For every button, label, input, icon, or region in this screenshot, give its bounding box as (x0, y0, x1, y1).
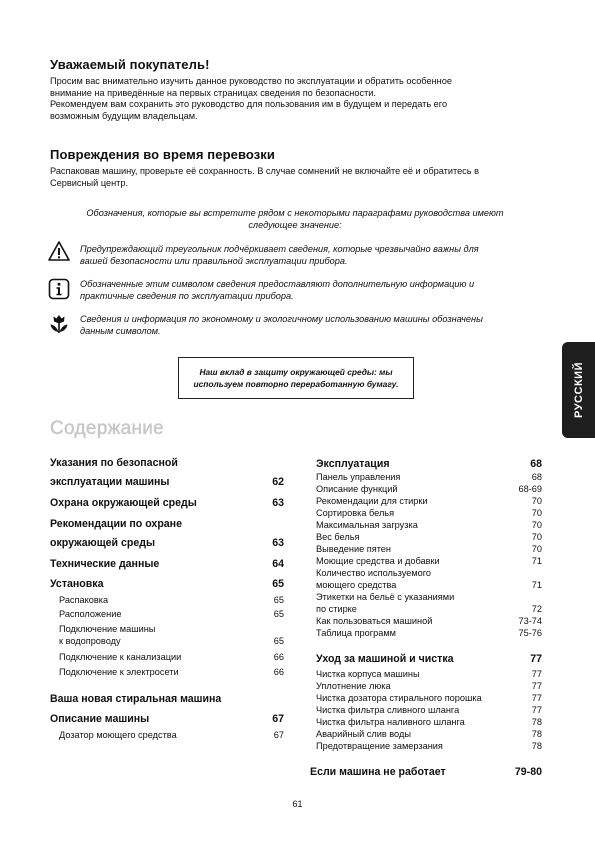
warning-line: вашей безопасности или правильной эксплуатации прибора. (80, 255, 348, 266)
transport-paragraph (50, 166, 479, 189)
toc-right-column: Эксплуатация 68 Панель управления 68 Описание функций 68-69 Рекомендации для стирки 70 Сортировка белья 70 Максимальная загрузка 70 Вес белья 70 Выведение пятен 70 Моющие средства и добавки 71 Количество используемого моющего средства 71 Этикетки на бельё с указаниями по стирке 72 Как пользоваться машиной 73-74 Таблица программ 75-76 Уход за машиной и чистка 77 Чистка корпуса машины 77 Уплотнение люка 77 Чистка дозатора стирального порошка 77 Чистка фильтра сливного шланга 77 Чистка фильтра наливного шланга 78 Аварийный слив воды 78 Предотвращение замерзания 78 Если машина не работает 79-80 (310, 458, 542, 778)
warning-triangle-icon (48, 240, 70, 262)
symbols-intro-line: следующее значение: (248, 219, 342, 230)
eco-notice-line: используем повторно переработанную бумагу. (193, 379, 399, 389)
eco-flower-icon (48, 313, 70, 335)
symbols-intro (50, 208, 540, 231)
transport-title: Повреждения во время перевозки (50, 147, 275, 162)
eco-notice-box (178, 357, 414, 399)
eco-line: Сведения и информация по экономному и экологичному использованию машины обозначены (80, 314, 483, 324)
eco-notice-line: Наш вклад в защиту окружающей среды: мы (199, 367, 393, 377)
toc-title: Содержание (50, 418, 165, 439)
intro-line: Рекомендуем вам сохранить это руководство для пользования им в будущем и передать его (50, 99, 448, 110)
intro-line: внимание на приведённые на первых страницах сведения по безопасности. (50, 87, 376, 98)
info-description (80, 279, 474, 302)
transport-line: Распаковав машину, проверьте её сохранность. В случае сомнений не включайте её и обратитесь в (50, 166, 479, 176)
eco-description (80, 314, 483, 337)
info-icon (48, 278, 70, 300)
intro-line: возможным будущим владельцам. (50, 110, 198, 121)
info-line: практичные сведения по эксплуатации прибора. (80, 290, 294, 301)
eco-line: данным символом. (80, 325, 161, 336)
page-number: 61 (292, 799, 303, 809)
toc-left-column: Указания по безопасной эксплуатации машины 62 Охрана окружающей среды 63 Рекомендации по охране окружающей среды 63 Технические данные 64 Установка 65 Распаковка 65 Расположение 65 Подключение машины к водопроводу 65 Подключение к канализации 66 Подключение к электросети 66 Ваша новая стиральная машина Описание машины 67 Дозатор моющего средства 67 (50, 457, 284, 740)
warning-description (80, 244, 479, 267)
warning-line: Предупреждающий треугольник подчёркивает сведения, которые чрезвычайно важны для (80, 244, 479, 254)
intro-paragraph (50, 76, 452, 122)
language-tab-label: РУССКИЙ (572, 362, 585, 418)
intro-line: Просим вас внимательно изучить данное руководство по эксплуатации и обратить особенное (50, 76, 452, 86)
info-line: Обозначенные этим символом сведения предоставляют дополнительную информацию и (80, 279, 475, 289)
language-tab (562, 342, 595, 438)
intro-title: Уважаемый покупатель! (50, 57, 210, 72)
symbols-intro-line: Обозначения, которые вы встретите рядом с некоторыми параграфами руководства имеют (86, 208, 504, 218)
transport-line: Сервисный центр. (50, 177, 129, 188)
